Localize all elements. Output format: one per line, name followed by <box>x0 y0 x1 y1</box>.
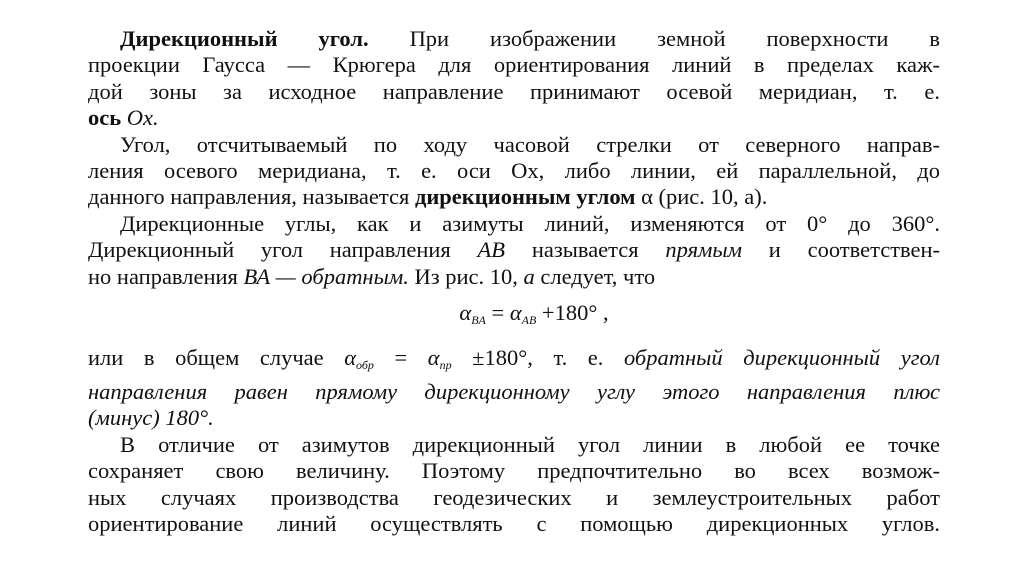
paragraph-1-line-4: ось Ox. <box>88 105 159 131</box>
paragraph-5-line-4: ориентирование линий осуществлять с помощью дирекционных углов. <box>88 510 940 536</box>
paragraph-4-line-1: или в общем случае $\alpha_{обр} = \alpha_{пр} \pm 180^\circ$, т. е. обратный дирекционный угол <box>88 345 940 373</box>
paragraph-3-line-3: но направления ВА — обратным. Из рис. 10, а следует, что <box>88 263 656 289</box>
formula-reverse-angle: $\alpha_{BA} = \alpha_{AB} +180^\circ$ , <box>459 300 609 328</box>
paragraph-2-line-3: данного направления, называется дирекционным углом α (рис. 10, а). <box>88 184 768 210</box>
term-directional-angle: Дирекционный угол. <box>120 26 369 51</box>
paragraph-1-line-2: проекции Гаусса — Крюгера для ориентирования линий в пределах каж- <box>88 52 940 78</box>
inline-formula: $\alpha_{обр} = \alpha_{пр} \pm 180^\circ$ <box>344 345 528 373</box>
paragraph-5-line-2: сохраняет свою величину. Поэтому предпочтительно во всех возмож- <box>88 458 940 484</box>
paragraph-1-line-3: дой зоны за исходное направление принимают осевой меридиан, т. е. <box>88 78 940 104</box>
text-block <box>88 26 940 537</box>
paragraph-2-line-1: Угол, отсчитываемый по ходу часовой стрелки от северного направ- <box>120 131 940 157</box>
term-directional-angle-2: дирекционным углом <box>414 184 636 210</box>
paragraph-5-line-3: ных случаях производства геодезических и землеустроительных работ <box>88 484 940 510</box>
paragraph-4-line-2: направления равен прямому дирекционному углу этого направления плюс <box>88 378 940 404</box>
paragraph-1-line-1: Дирекционный угол. При изображении земной поверхности в <box>120 26 941 51</box>
paragraph-4-line-3: (минус) 180°. <box>88 405 214 431</box>
paragraph-3-line-2: Дирекционный угол направления АВ называется прямым и соответствен- <box>88 237 941 263</box>
paragraph-3-line-1: Дирекционные углы, как и азимуты линий, изменяются от 0° до 360°. <box>120 210 940 236</box>
paragraph-5-line-1: В отличие от азимутов дирекционный угол линии в любой ее точке <box>120 431 940 457</box>
paragraph-2-line-2: ления осевого меридиана, т. е. оси Ох, либо линии, ей параллельной, до <box>88 158 940 184</box>
